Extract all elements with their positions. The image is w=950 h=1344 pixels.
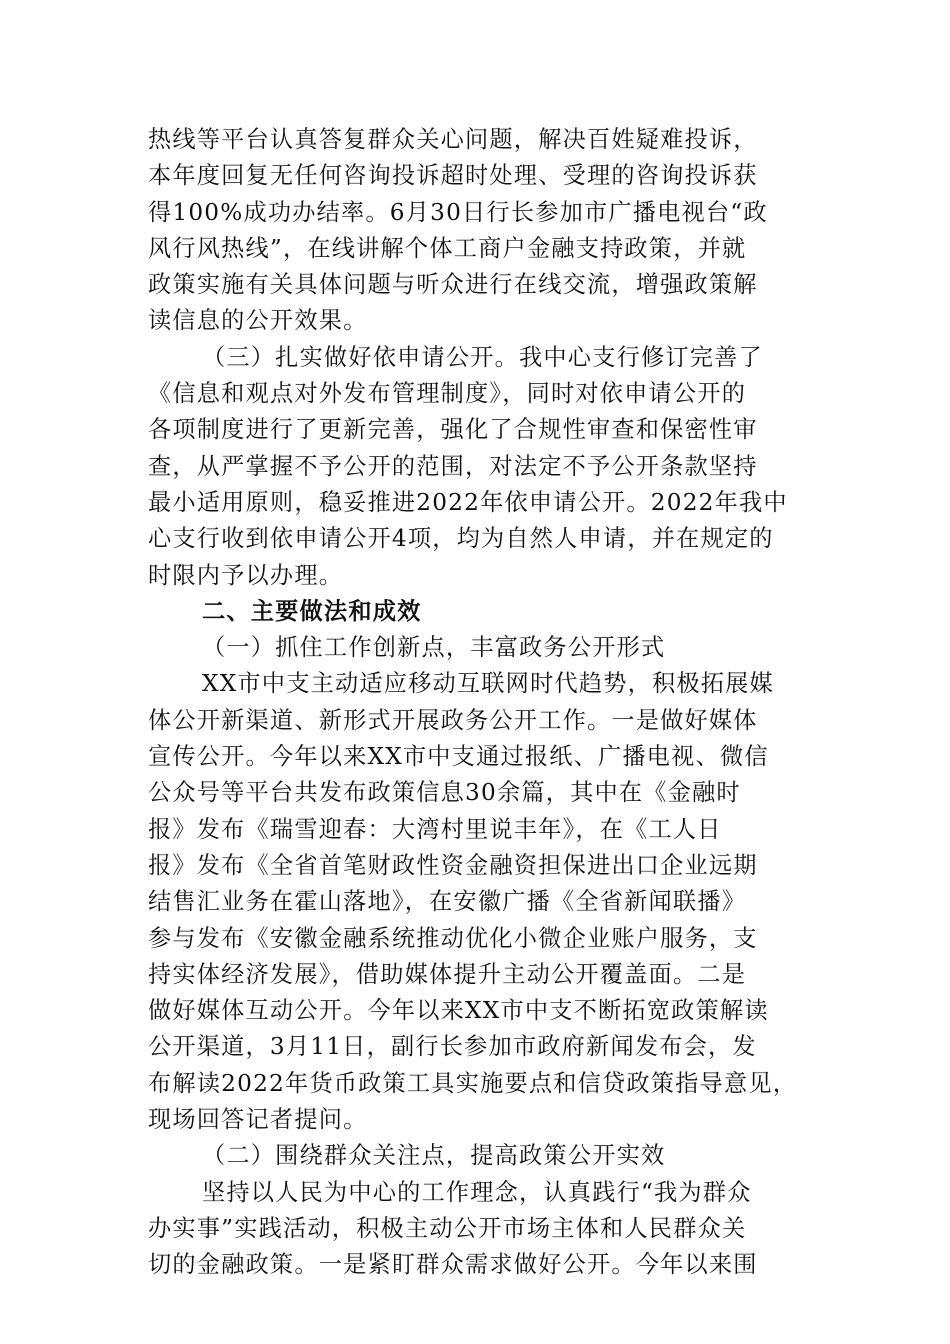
text-line: 最小适用原则，稳妥推进2022年依申请公开。2022年我中 [148,488,788,516]
text-line: 热线等平台认真答复群众关心问题，解决百姓疑难投诉， [148,126,758,153]
text-line: 查，从严掌握不予公开的范围，对法定不予公开条款坚持 [148,452,758,480]
text-line: 体公开新渠道、新形式开展政务公开工作。一是做好媒体 [148,706,758,734]
text-line: 结售汇业务在霍山落地》，在安徽广播《全省新闻联播》 [148,888,747,916]
text-line: 《信息和观点对外发布管理制度》，同时对依申请公开的 [148,380,747,408]
text-line: 报》发布《瑞雪迎春：大湾村里说丰年》，在《工人日 [148,815,722,843]
text-line: 坚持以人民为中心的工作理念，认真践行“我为群众 [202,1178,752,1206]
text-line: （三）扎实做好依申请公开。我中心支行修订完善了 [202,343,763,371]
text-line: （一）抓住工作创新点，丰富政务公开形式 [202,634,666,662]
text-line: 做好媒体互动公开。今年以来XX市中支不断拓宽政策解读 [148,997,769,1025]
text-line: 宣传公开。今年以来XX市中支通过报纸、广播电视、微信 [148,743,769,771]
text-line: 本年度回复无任何咨询投诉超时处理、受理的咨询投诉获 [148,162,758,190]
text-line: XX市中支主动适应移动互联网时代趋势，积极拓展媒 [202,670,774,698]
text-line: （二）围绕群众关注点，提高政策公开实效 [202,1142,666,1170]
text-line: 办实事”实践活动，积极主动公开市场主体和人民群众关 [148,1214,747,1242]
text-line: 布解读2022年货币政策工具实施要点和信贷政策指导意见， [148,1069,798,1097]
text-line: 政策实施有关具体问题与听众进行在线交流，增强政策解 [148,271,758,299]
text-line: 参与发布《安徽金融系统推动优化小微企业账户服务，支 [148,924,758,952]
text-line: 时限内予以办理。 [148,561,344,589]
text-line: 持实体经济发展》，借助媒体提升主动公开覆盖面。二是 [148,960,747,988]
document-body [148,122,808,1284]
text-line: 公开渠道，3月11日，副行长参加市政府新闻发布会，发 [148,1033,757,1061]
text-line: 切的金融政策。一是紧盯群众需求做好公开。今年以来围 [148,1251,758,1279]
text-line: 各项制度进行了更新完善，强化了合规性审查和保密性审 [148,416,758,444]
text-line: 心支行收到依申请公开4项，均为自然人申请，并在规定的 [148,525,774,553]
section-heading: 二、主要做法和成效 [202,597,422,625]
text-line: 得100%成功办结率。6月30日行长参加市广播电视台“政 [148,198,768,226]
text-line: 读信息的公开效果。 [148,307,368,335]
text-line: 公众号等平台共发布政策信息30余篇，其中在《金融时 [148,779,741,807]
text-line: 风行风热线”，在线讲解个体工商户金融支持政策，并就 [148,234,747,262]
text-line: 报》发布《全省首笔财政性资金融资担保进出口企业远期 [148,851,758,879]
text-line: 现场回答记者提问。 [148,1106,368,1134]
